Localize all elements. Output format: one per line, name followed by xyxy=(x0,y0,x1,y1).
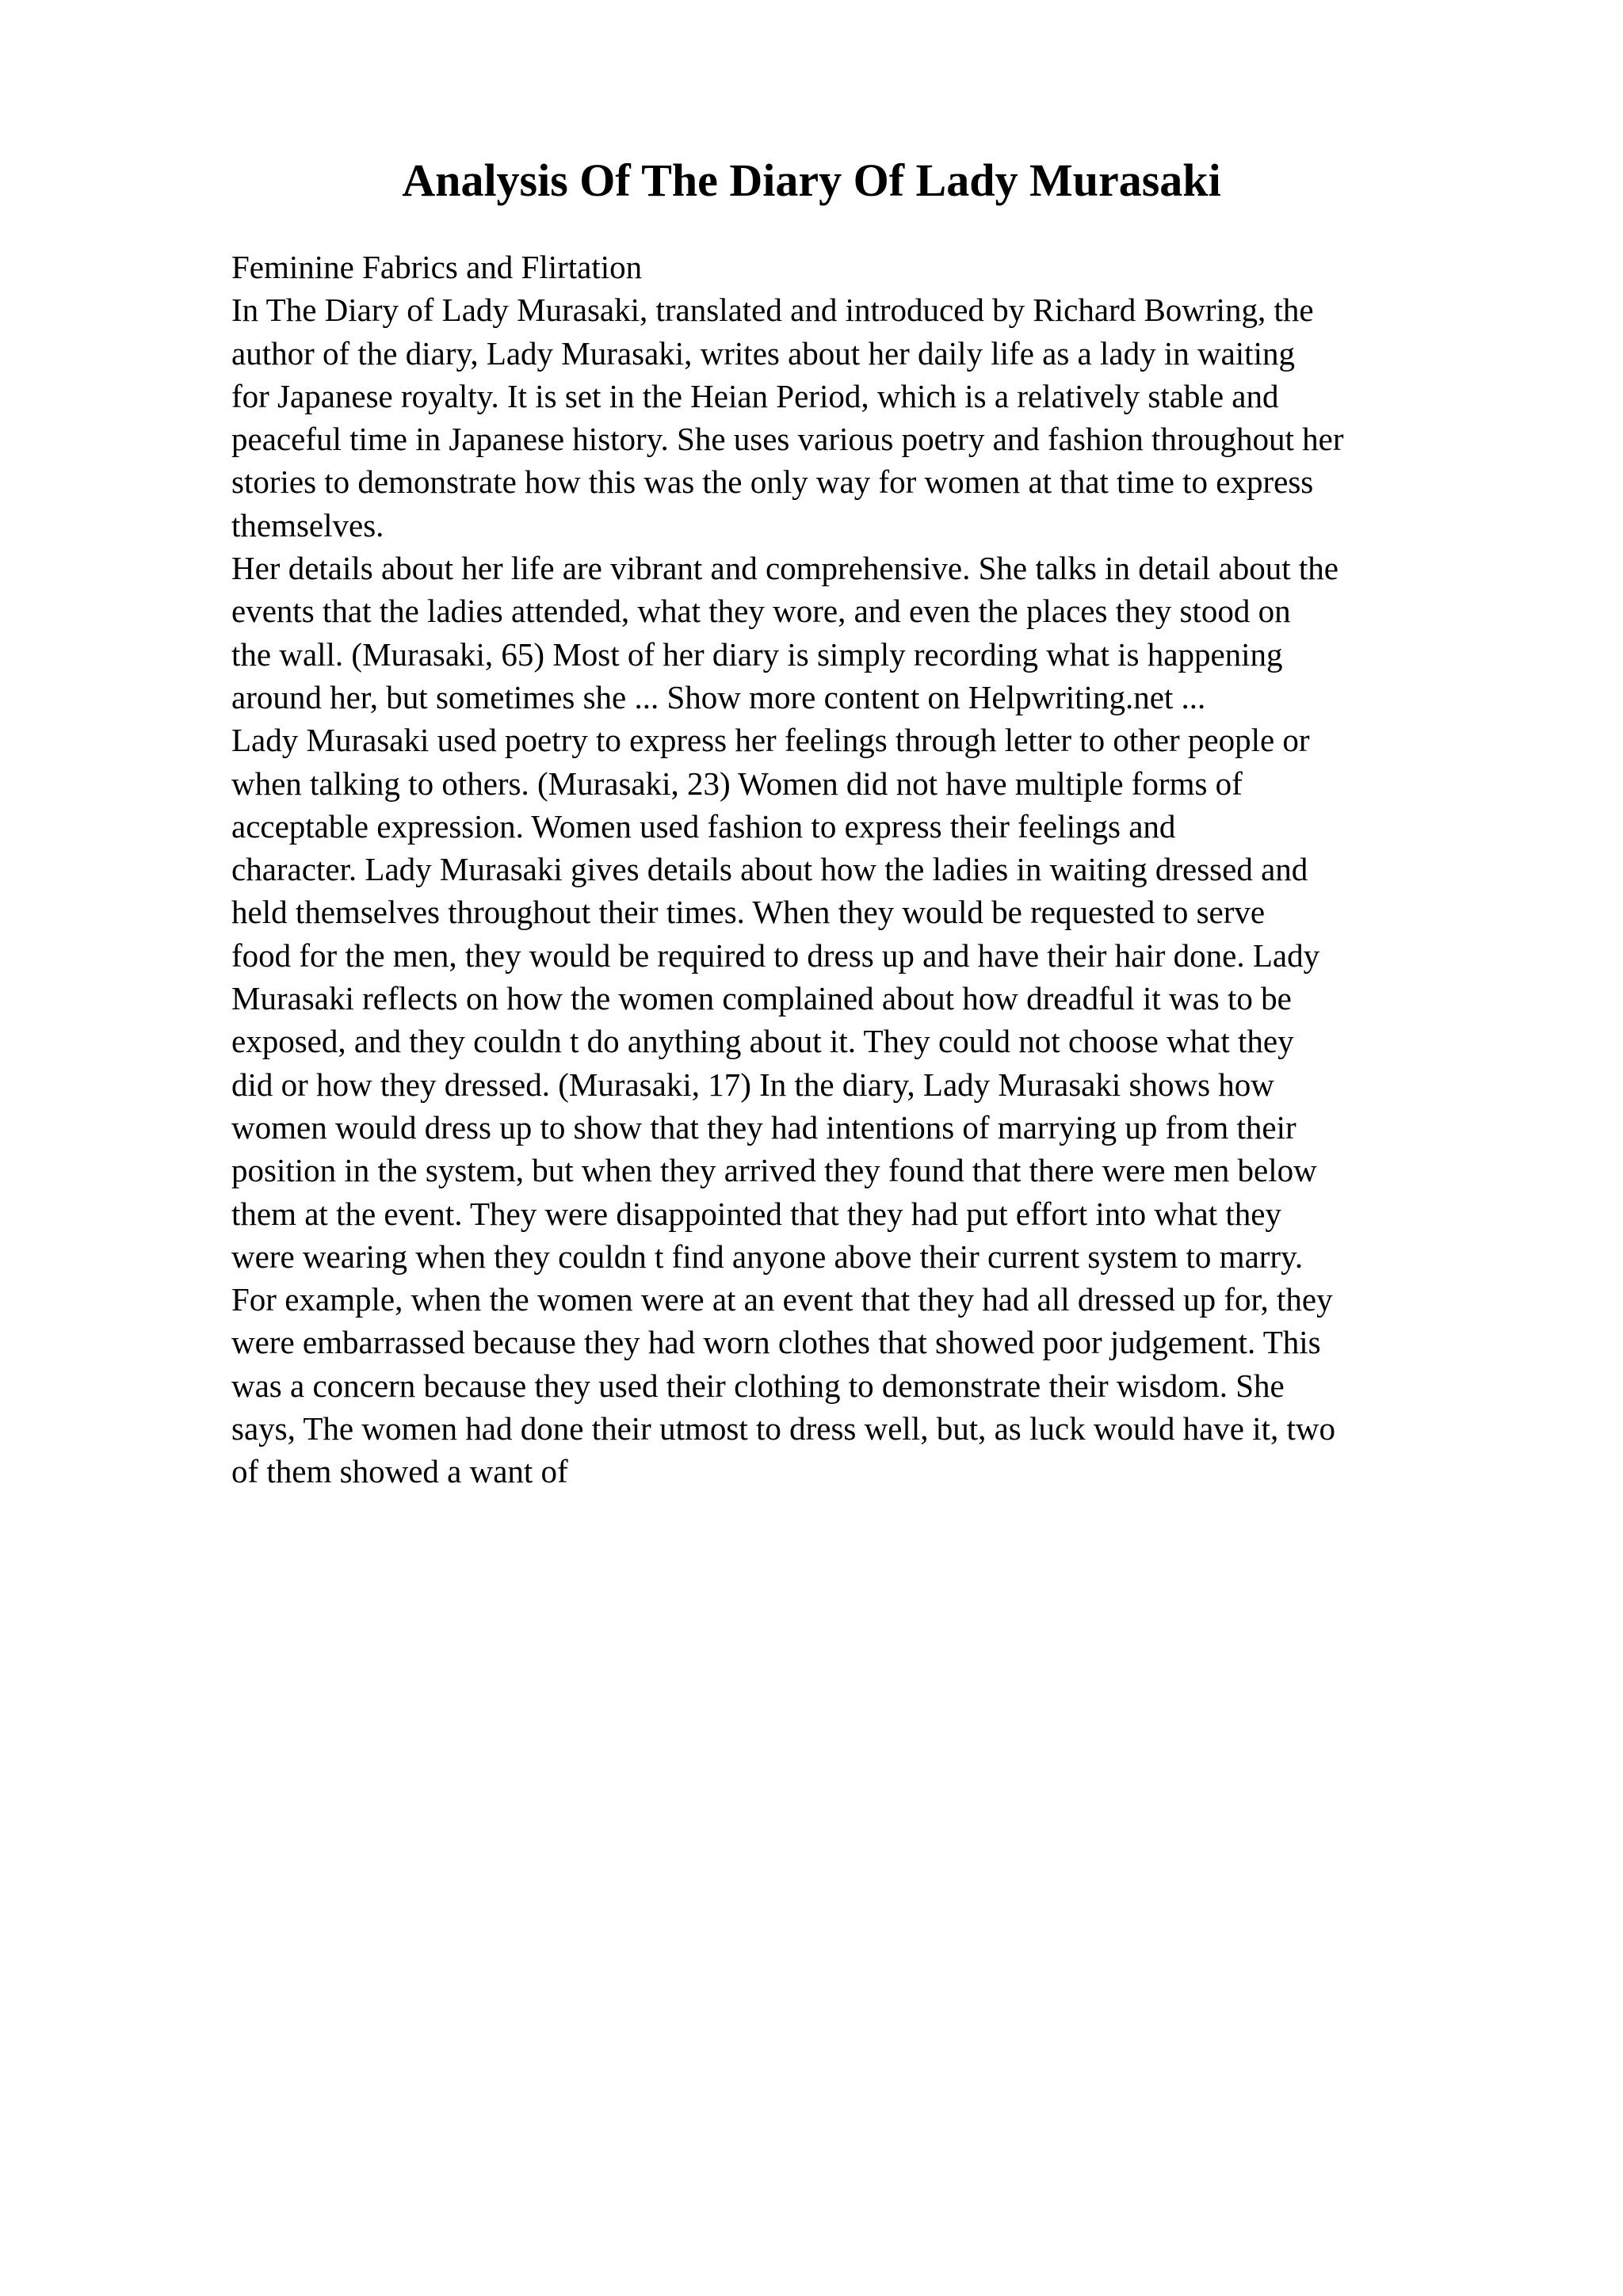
body-line: Her details about her life are vibrant and comprehensive. She talks in detail about the xyxy=(231,550,1338,587)
document-title: Analysis Of The Diary Of Lady Murasaki xyxy=(402,154,1221,206)
body-line: did or how they dressed. (Murasaki, 17) In the diary, Lady Murasaki shows how xyxy=(231,1066,1274,1103)
body-line: Murasaki reflects on how the women complained about how dreadful it was to be xyxy=(231,980,1292,1017)
body-line: the wall. (Murasaki, 65) Most of her diary is simply recording what is happening xyxy=(231,635,1283,673)
show-more-line: around her, but sometimes she ... Show more content on Helpwriting.net ... xyxy=(231,678,1206,715)
body-line: was a concern because they used their clothing to demonstrate their wisdom. She xyxy=(231,1367,1285,1404)
body-line: position in the system, but when they arrived they found that there were men below xyxy=(231,1152,1317,1189)
body-line: events that the ladies attended, what they wore, and even the places they stood on xyxy=(231,593,1291,630)
body-line: were wearing when they couldn t find anyone above their current system to marry. xyxy=(231,1238,1304,1275)
body-line: In The Diary of Lady Murasaki, translated and introduced by Richard Bowring, the xyxy=(231,292,1314,329)
body-line: For example, when the women were at an event that they had all dressed up for, they xyxy=(231,1281,1333,1318)
subheading: Feminine Fabrics and Flirtation xyxy=(231,249,643,285)
body-line: them at the event. They were disappointed that they had put effort into what they xyxy=(231,1195,1281,1232)
body-line: food for the men, they would be required to dress up and have their hair done. Lady xyxy=(231,936,1320,974)
body-line: themselves. xyxy=(231,506,384,543)
body-line: peaceful time in Japanese history. She uses various poetry and fashion throughout her xyxy=(231,421,1344,458)
body-line: were embarrassed because they had worn clothes that showed poor judgement. This xyxy=(231,1324,1321,1361)
body-line: Lady Murasaki used poetry to express her feelings through letter to other people or xyxy=(231,722,1310,759)
body-line: held themselves throughout their times. When they would be requested to serve xyxy=(231,894,1266,931)
body-line: says, The women had done their utmost to dress well, but, as luck would have it, two xyxy=(231,1410,1336,1447)
body-line: women would dress up to show that they had intentions of marrying up from their xyxy=(231,1108,1296,1146)
body-line: of them showed a want of xyxy=(231,1453,568,1490)
body-line: character. Lady Murasaki gives details about how the ladies in waiting dressed and xyxy=(231,851,1308,888)
body-line: author of the diary, Lady Murasaki, writes about her daily life as a lady in waiting xyxy=(231,334,1295,372)
body-line: acceptable expression. Women used fashion to express their feelings and xyxy=(231,807,1176,845)
body-line: when talking to others. (Murasaki, 23) Women did not have multiple forms of xyxy=(231,765,1243,802)
body-line: exposed, and they couldn t do anything about it. They could not choose what they xyxy=(231,1023,1294,1060)
body-line: stories to demonstrate how this was the only way for women at that time to express xyxy=(231,463,1314,501)
body-line: for Japanese royalty. It is set in the Heian Period, which is a relatively stable and xyxy=(231,377,1279,414)
document-body xyxy=(231,246,1515,1493)
